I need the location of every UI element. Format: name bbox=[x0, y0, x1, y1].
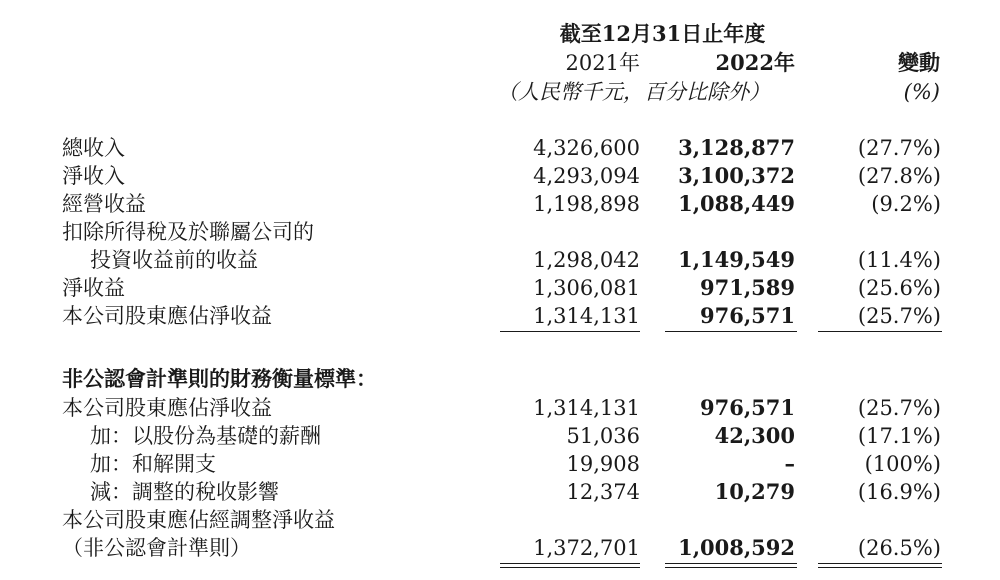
row-value-2021: 1,306,081 bbox=[533, 276, 640, 300]
row-label: 投資收益前的收益 bbox=[90, 248, 258, 272]
row-change: (27.8%) bbox=[857, 164, 941, 188]
row-value-2021: 12,374 bbox=[566, 480, 640, 504]
row-value-2021: 1,314,131 bbox=[533, 396, 640, 420]
row-label: 減：調整的稅收影響 bbox=[90, 480, 279, 504]
row-value-2021: 4,293,094 bbox=[533, 164, 640, 188]
row-value-2021: 19,908 bbox=[566, 452, 640, 476]
row-change: (26.5%) bbox=[857, 536, 941, 560]
row-value-2021: 1,314,131 bbox=[533, 304, 640, 328]
row-change: (9.2%) bbox=[871, 192, 941, 216]
row-label: 本公司股東應佔淨收益 bbox=[62, 396, 272, 420]
row-label: 本公司股東應佔經調整淨收益 bbox=[62, 508, 335, 532]
rule-2021 bbox=[500, 331, 640, 332]
row-label: 扣除所得稅及於聯屬公司的 bbox=[62, 220, 314, 244]
row-change: (16.9%) bbox=[857, 480, 941, 504]
rule-change bbox=[818, 331, 942, 332]
row-change: (100%) bbox=[864, 452, 941, 476]
row-value-2022: 1,008,592 bbox=[678, 535, 795, 560]
row-value-2022: 42,300 bbox=[714, 423, 795, 448]
double-rule-change bbox=[818, 563, 942, 568]
rule-2022 bbox=[665, 331, 797, 332]
row-value-2022: 976,571 bbox=[700, 395, 795, 420]
col-header-2021: 2021年 bbox=[565, 51, 640, 75]
row-change: (25.7%) bbox=[857, 304, 941, 328]
row-change: (17.1%) bbox=[857, 424, 941, 448]
row-label: 加：以股份為基礎的薪酬 bbox=[90, 424, 321, 448]
row-value-2022: 971,589 bbox=[700, 275, 795, 300]
row-label: 淨收益 bbox=[62, 276, 125, 300]
nongaap-section-title: 非公認會計準則的財務衡量標準： bbox=[62, 366, 377, 391]
row-value-2022: 1,088,449 bbox=[678, 191, 795, 216]
period-header: 截至12月31日止年度 bbox=[559, 21, 766, 46]
unit-note: （人民幣千元，百分比除外） bbox=[497, 80, 770, 104]
row-value-2022: – bbox=[784, 451, 795, 476]
row-value-2021: 51,036 bbox=[566, 424, 640, 448]
row-value-2022: 1,149,549 bbox=[678, 247, 795, 272]
row-value-2021: 1,372,701 bbox=[533, 536, 640, 560]
row-label: 總收入 bbox=[62, 136, 125, 160]
row-value-2021: 4,326,600 bbox=[533, 136, 640, 160]
row-value-2022: 976,571 bbox=[700, 303, 795, 328]
row-value-2022: 3,128,877 bbox=[678, 135, 795, 160]
row-value-2022: 3,100,372 bbox=[678, 163, 795, 188]
row-value-2021: 1,198,898 bbox=[533, 192, 640, 216]
unit-change: (%) bbox=[903, 80, 940, 104]
row-label: 加：和解開支 bbox=[90, 452, 216, 476]
row-label: 淨收入 bbox=[62, 164, 125, 188]
row-value-2021: 1,298,042 bbox=[533, 248, 640, 272]
row-value-2022: 10,279 bbox=[714, 479, 795, 504]
col-header-2022: 2022年 bbox=[715, 50, 795, 75]
double-rule-2021 bbox=[500, 563, 640, 568]
row-change: (11.4%) bbox=[857, 248, 941, 272]
double-rule-2022 bbox=[665, 563, 797, 568]
row-label: 本公司股東應佔淨收益 bbox=[62, 304, 272, 328]
row-change: (25.7%) bbox=[857, 396, 941, 420]
row-label: （非公認會計準則） bbox=[62, 536, 251, 560]
row-change: (27.7%) bbox=[857, 136, 941, 160]
row-label: 經營收益 bbox=[62, 192, 146, 216]
col-header-change: 變動 bbox=[898, 50, 940, 75]
row-change: (25.6%) bbox=[857, 276, 941, 300]
